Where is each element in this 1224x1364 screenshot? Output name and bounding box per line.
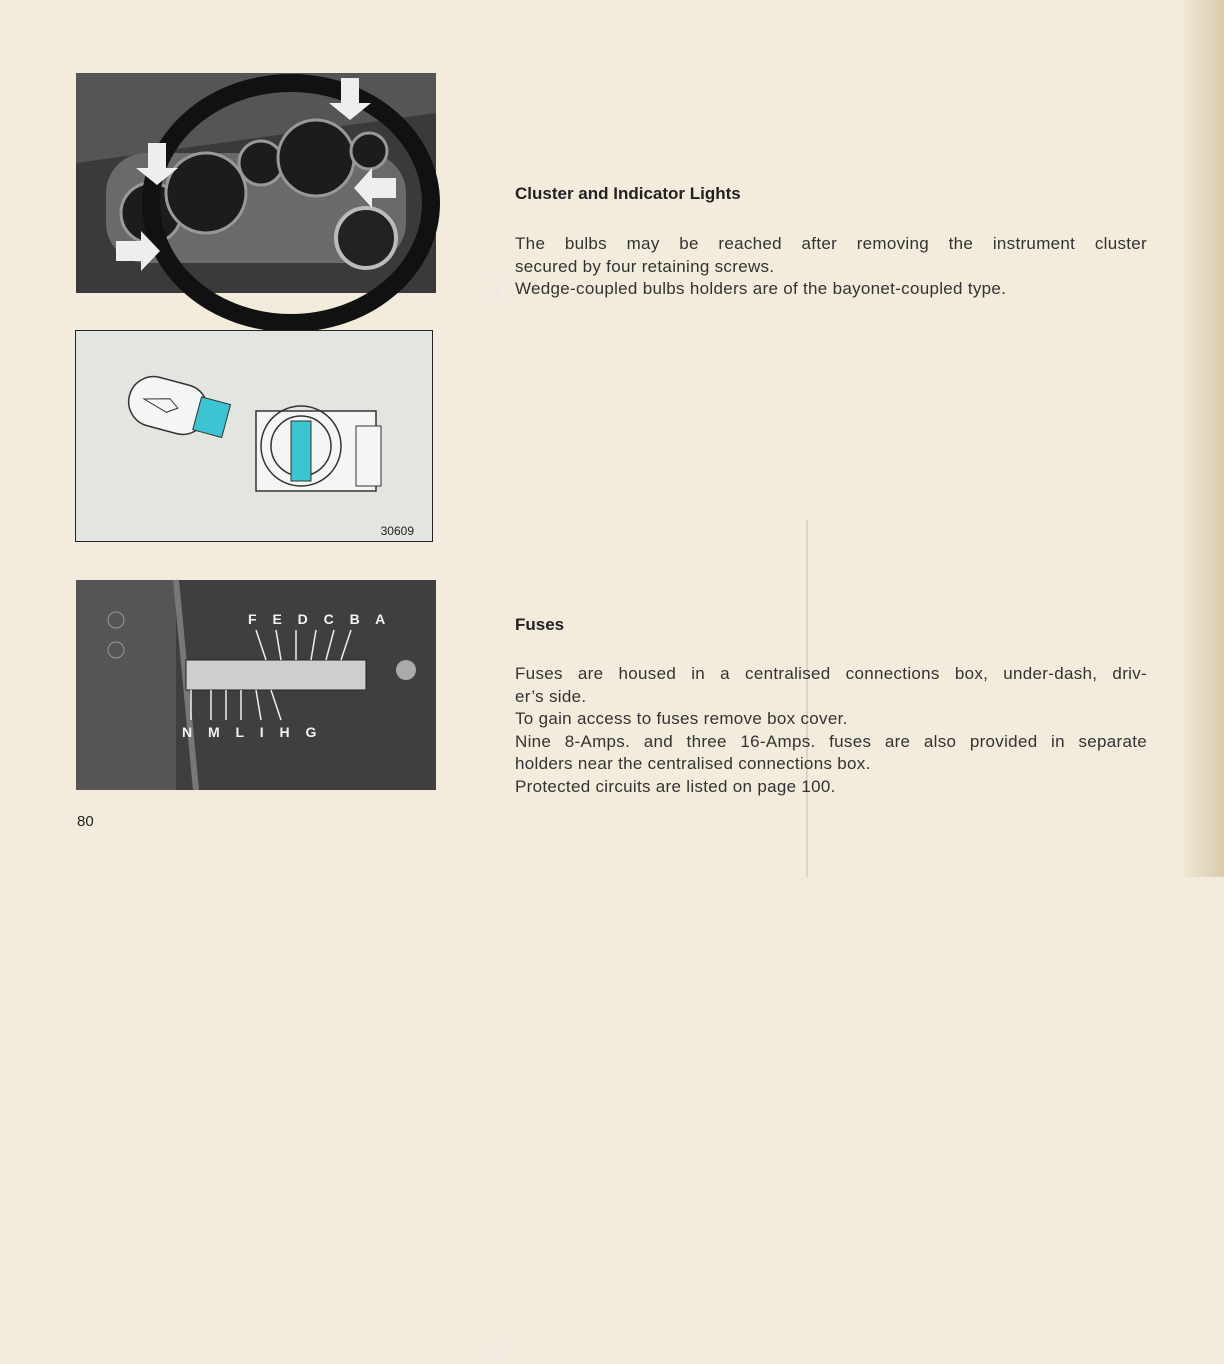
fuses-line-1: Fuses are housed in a centralised connections box, under-dash, driv- (515, 664, 1147, 683)
cluster-section-body (515, 233, 1147, 301)
fuses-line-6: Protected circuits are listed on page 100. (515, 776, 836, 796)
fuses-section-body (515, 663, 1147, 798)
fuses-line-5: holders near the centralised connections box. (515, 754, 871, 773)
cluster-line-3: Wedge-coupled bulbs holders are of the bayonet-coupled type. (515, 279, 1007, 298)
bulb-diagram-code: 30609 (380, 524, 414, 538)
fuses-line-3: To gain access to fuses remove box cover. (515, 709, 848, 728)
fuses-section-title: Fuses (515, 615, 565, 634)
dashboard-photo-code: 39498 (489, 273, 504, 307)
dashboard-illustration (76, 73, 436, 293)
fuse-photo-code: 39531 (489, 1330, 504, 1364)
cluster-line-1: The bulbs may be reached after removing the instrument cluster (515, 234, 1147, 253)
fuses-line-4: Nine 8-Amps. and three 16-Amps. fuses are also provided in separate (515, 731, 1147, 751)
dashboard-photo (76, 73, 504, 307)
fuse-labels-bottom: N M L I H G (182, 724, 323, 740)
bulb-holder-diagram (75, 330, 433, 542)
page-number: 80 (77, 813, 94, 830)
page-edge (1184, 0, 1224, 877)
bulb-holder-illustration (76, 331, 432, 541)
fuses-line-2: er’s side. (515, 686, 587, 706)
fuse-labels-top: F E D C B A (248, 611, 392, 627)
cluster-section-title: Cluster and Indicator Lights (515, 184, 741, 203)
cluster-line-2: secured by four retaining screws. (515, 256, 775, 276)
